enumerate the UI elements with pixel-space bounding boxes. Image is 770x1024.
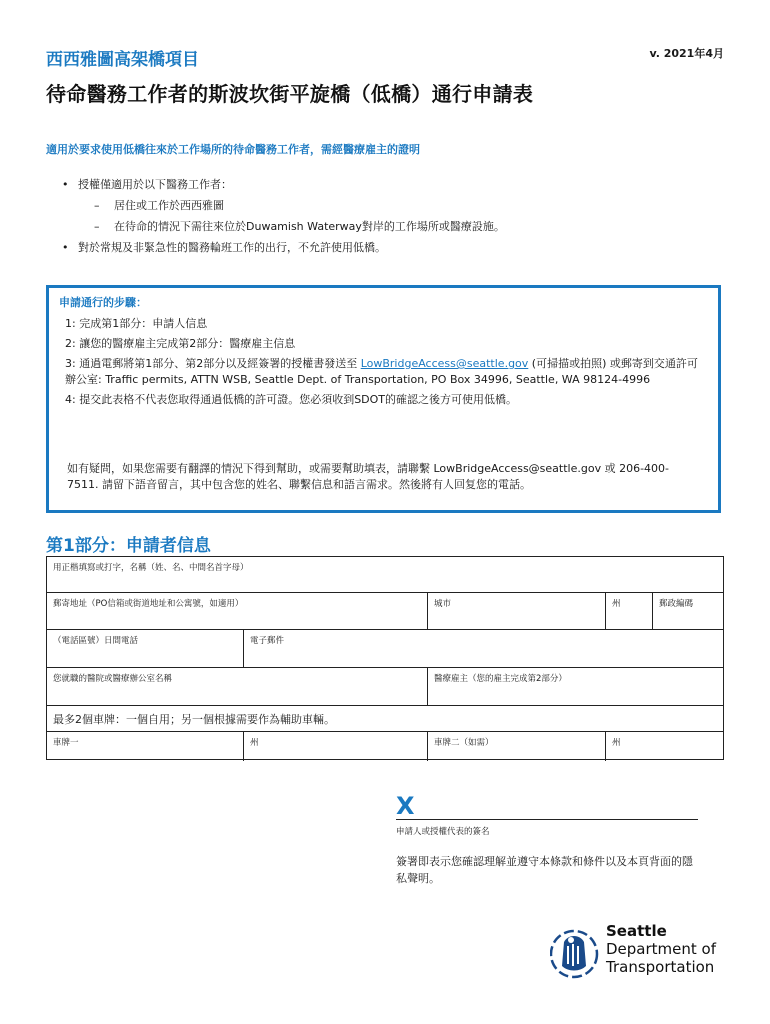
- address-label: 郵寄地址（PO信箱或街道地址和公寓號，如適用）: [53, 599, 244, 609]
- address-field[interactable]: [47, 593, 427, 629]
- plate1-state-field[interactable]: [244, 732, 427, 761]
- project-name: 西西雅圖高架橋項目: [46, 50, 199, 70]
- plate1-label: 車牌一: [53, 738, 79, 748]
- signature-label: 申請人或授權代表的簽名: [396, 827, 490, 837]
- form-subtitle: 適用於要求使用低橋往來於工作場所的待命醫務工作者，需經醫療雇主的證明: [46, 143, 420, 156]
- signature-line[interactable]: [396, 819, 698, 820]
- state-field[interactable]: [606, 593, 652, 629]
- step-4: 4: 提交此表格不代表您取得通過低橋的許可證。您必須收到SDOT的確認之後方可使用低橋。: [65, 393, 518, 406]
- applicant-form: [46, 556, 724, 760]
- version-date: v. 2021年4月: [649, 47, 724, 60]
- seattle-emblem-icon: [550, 920, 602, 982]
- email-label: 電子郵件: [250, 636, 285, 646]
- step-1: 1: 完成第1部分：申請人信息: [65, 317, 208, 330]
- eligibility-list: [60, 174, 730, 258]
- steps-box: [46, 285, 721, 513]
- plates-note: 最多2個車牌：一個自用；另一個根據需要作為輔助車輛。: [53, 713, 335, 726]
- city-field[interactable]: [428, 593, 605, 629]
- state-label: 州: [612, 599, 621, 609]
- form-title: 待命醫務工作者的斯波坎街平旋橋（低橋）通行申請表: [46, 82, 534, 106]
- employer-field[interactable]: [428, 668, 725, 705]
- eligibility-subitem: – 居住或工作於西西雅圖: [60, 195, 730, 216]
- city-label: 城市: [434, 599, 452, 609]
- name-field[interactable]: [47, 557, 725, 592]
- step-2: 2: 讓您的醫療雇主完成第2部分：醫療雇主信息: [65, 337, 296, 350]
- step-3-text-cont: (可掃描或拍照) 或郵寄到交通許可辦公室: Traffic permits, ATTN WSB, Seattle Dept. of Transportation, PO Box 34996, Seattle, WA 98124-4996: [65, 357, 698, 386]
- eligibility-item: • 對於常規及非緊急性的醫務輪班工作的出行，不允許使用低橋。: [60, 237, 730, 258]
- eligibility-subitem: – 在待命的情況下需往來位於Duwamish Waterway對岸的工作場所或醫療設施。: [60, 216, 730, 237]
- plate2-label: 車牌二（如需）: [434, 738, 494, 748]
- plate1-field[interactable]: [47, 732, 243, 761]
- steps-list: [65, 316, 705, 412]
- clinic-label: 您就職的醫院或醫療辦公室名稱: [53, 674, 173, 684]
- phone-field[interactable]: [47, 630, 243, 667]
- plate2-state-label: 州: [612, 738, 621, 748]
- zip-field[interactable]: [653, 593, 725, 629]
- part1-heading: 第1部分：申請者信息: [46, 536, 211, 556]
- sdot-logo-text: [606, 922, 716, 976]
- logo-line-2: Department of: [606, 940, 716, 958]
- plate2-field[interactable]: [428, 732, 605, 761]
- employer-label: 醫療雇主（您的雇主完成第2部分）: [434, 674, 567, 684]
- plate1-state-label: 州: [250, 738, 259, 748]
- step-3-text: 3: 通過電郵將第1部分、第2部分以及經簽署的授權書發送至: [65, 357, 361, 370]
- clinic-field[interactable]: [47, 668, 427, 705]
- step-3: [65, 356, 705, 388]
- plate2-state-field[interactable]: [606, 732, 725, 761]
- agreement-text: 簽署即表示您確認理解並遵守本條款和條件以及本頁背面的隱私聲明。: [396, 855, 693, 885]
- phone-label: （電話區號）日間電話: [53, 636, 139, 646]
- contact-info: 如有疑問，如果您需要有翻譯的情況下得到幫助，或需要幫助填表，請聯繫 LowBridgeAccess@seattle.gov 或 206-400-7511. 請留下語音留言，其中包含您的姓名、聯繫信息和語言需求。然後將有人回复您的電話。: [67, 462, 670, 491]
- email-link[interactable]: LowBridgeAccess@seattle.gov: [360, 357, 529, 370]
- logo-line-3: Transportation: [606, 958, 715, 976]
- eligibility-item: • 授權僅適用於以下醫務工作者：: [60, 174, 730, 195]
- signature-mark: X: [396, 792, 415, 820]
- zip-label: 郵政編碼: [659, 599, 694, 609]
- email-field[interactable]: [244, 630, 725, 667]
- steps-title: 申請通行的步驟：: [59, 296, 147, 309]
- name-label: 用正楷填寫或打字，名稱（姓、名、中間名首字母）: [53, 563, 249, 573]
- logo-line-1: Seattle: [606, 922, 667, 940]
